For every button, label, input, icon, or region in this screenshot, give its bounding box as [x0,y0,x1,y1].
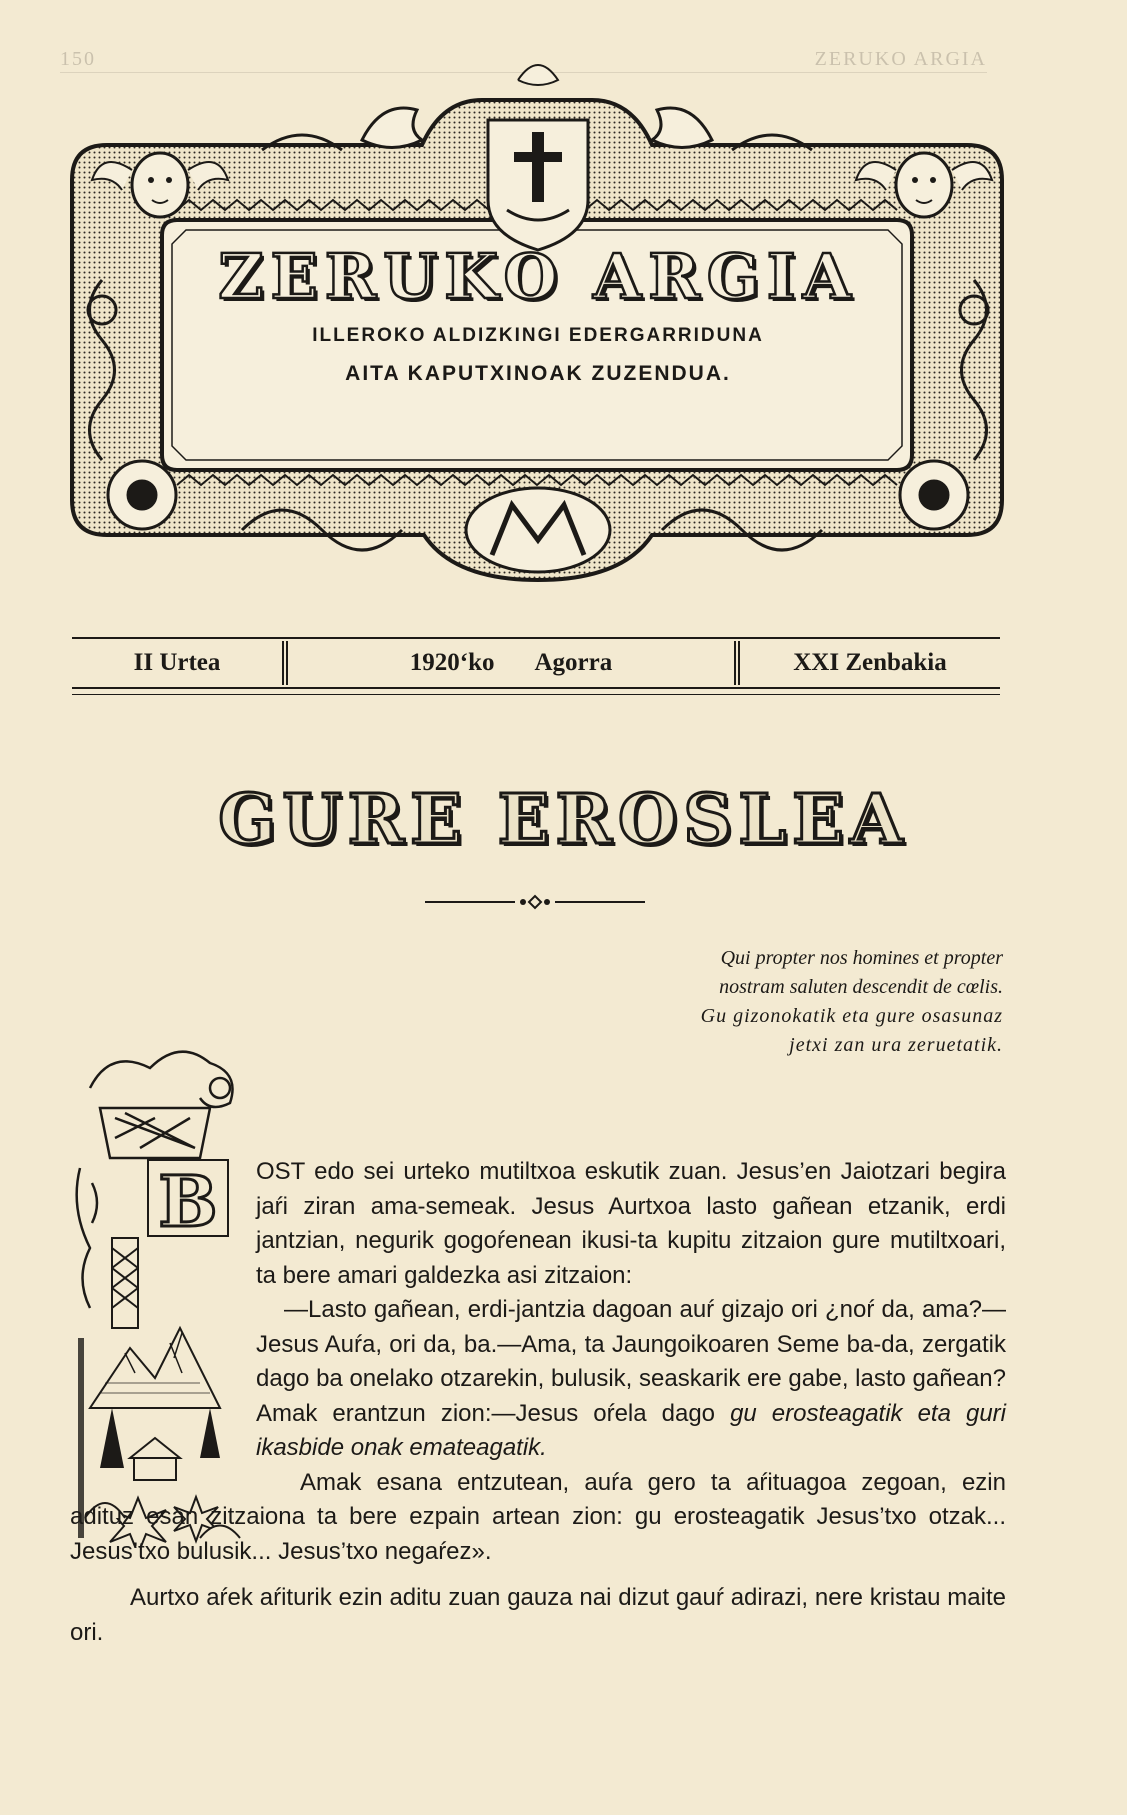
epigraph-line: jetxi zan ura zeruetatik. [789,1034,1003,1056]
issue-month: Agorra [534,649,613,676]
issue-year: II Urtea [133,649,221,676]
paragraph-2-emphasis: gu erosteagatik eta guri ikasbide onak emateagatik. [256,1399,1007,1461]
article-body [70,1155,1006,1650]
masthead-title: ZERUKO ARGIA [218,240,858,313]
monogram-medallion [466,488,610,572]
epigraph-line: Gu gizonokatik eta gure osasunaz [700,1005,1003,1027]
masthead-subtitle-2: AITA KAPUTXINOAK ZUZENDUA. [345,362,731,385]
ghost-page-number: 150 [60,48,96,70]
epigraph [583,944,1003,1060]
ghost-running-title: ZERUKO ARGIA [814,48,987,70]
issue-date [288,649,734,677]
epigraph-line: nostram saluten descendit de cœlis. [719,976,1003,998]
drop-cap-letter: B [158,1160,218,1243]
article-title: GURE EROSLEA [218,780,909,860]
issue-date-year: 1920‘ko [409,649,495,676]
indented-text-block [256,1155,1006,1466]
issue-number: XXI Zenbakia [793,649,947,676]
paragraph-1: OST edo sei urteko mutiltxoa eskutik zuan. Jesus’en Jaiotzari begira jaŕi ziran ama-semeak. Jesus Aurtxoa lasto gañean etzanik, erdi jantzian, negurik gogoŕenean ikusi-ta kupitu zitzaion gure mutiltxoari, ta bere amari galdezka asi zitzaion: [256,1158,1006,1289]
paragraph-3: Amak esana entzutean, auŕa gero ta aŕituagoa zegoan, ezin adituz esan zitzaiona ta bere ezpain artean zion: gu erosteagatik Jesus’txo otzak... Jesus’txo bulusik... Jesus’txo negaŕez». [70,1468,1006,1565]
paragraph-2-text: —Lasto gañean, erdi-jantzia dagoan auŕ gizajo ori ¿noŕ da, ama?—Jesus Auŕa, ori da, ba.—Ama, ta Jaungoikoaren Seme ba-da, zergatik dago ba onelako otzarekin, bulusik, seaskarik ere gabe, lasto gañean? Amak erantzun zion:—Jesus oŕela dago [256,1296,1006,1427]
masthead [62,60,1014,620]
cross-shield-ornament [488,65,588,250]
ornamental-rule [425,892,645,912]
paragraph-4: Aurtxo aŕek aŕiturik ezin aditu zuan gauza nai dizut gauŕ adirazi, nere kristau maite ori. [70,1584,1006,1646]
issue-info-bar [72,637,1000,689]
paragraph-2 [256,1293,1006,1466]
masthead-subtitle-1: ILLEROKO ALDIZKINGI EDERGARRIDUNA [312,325,764,346]
epigraph-line: Qui propter nos homines et propter [720,947,1003,969]
